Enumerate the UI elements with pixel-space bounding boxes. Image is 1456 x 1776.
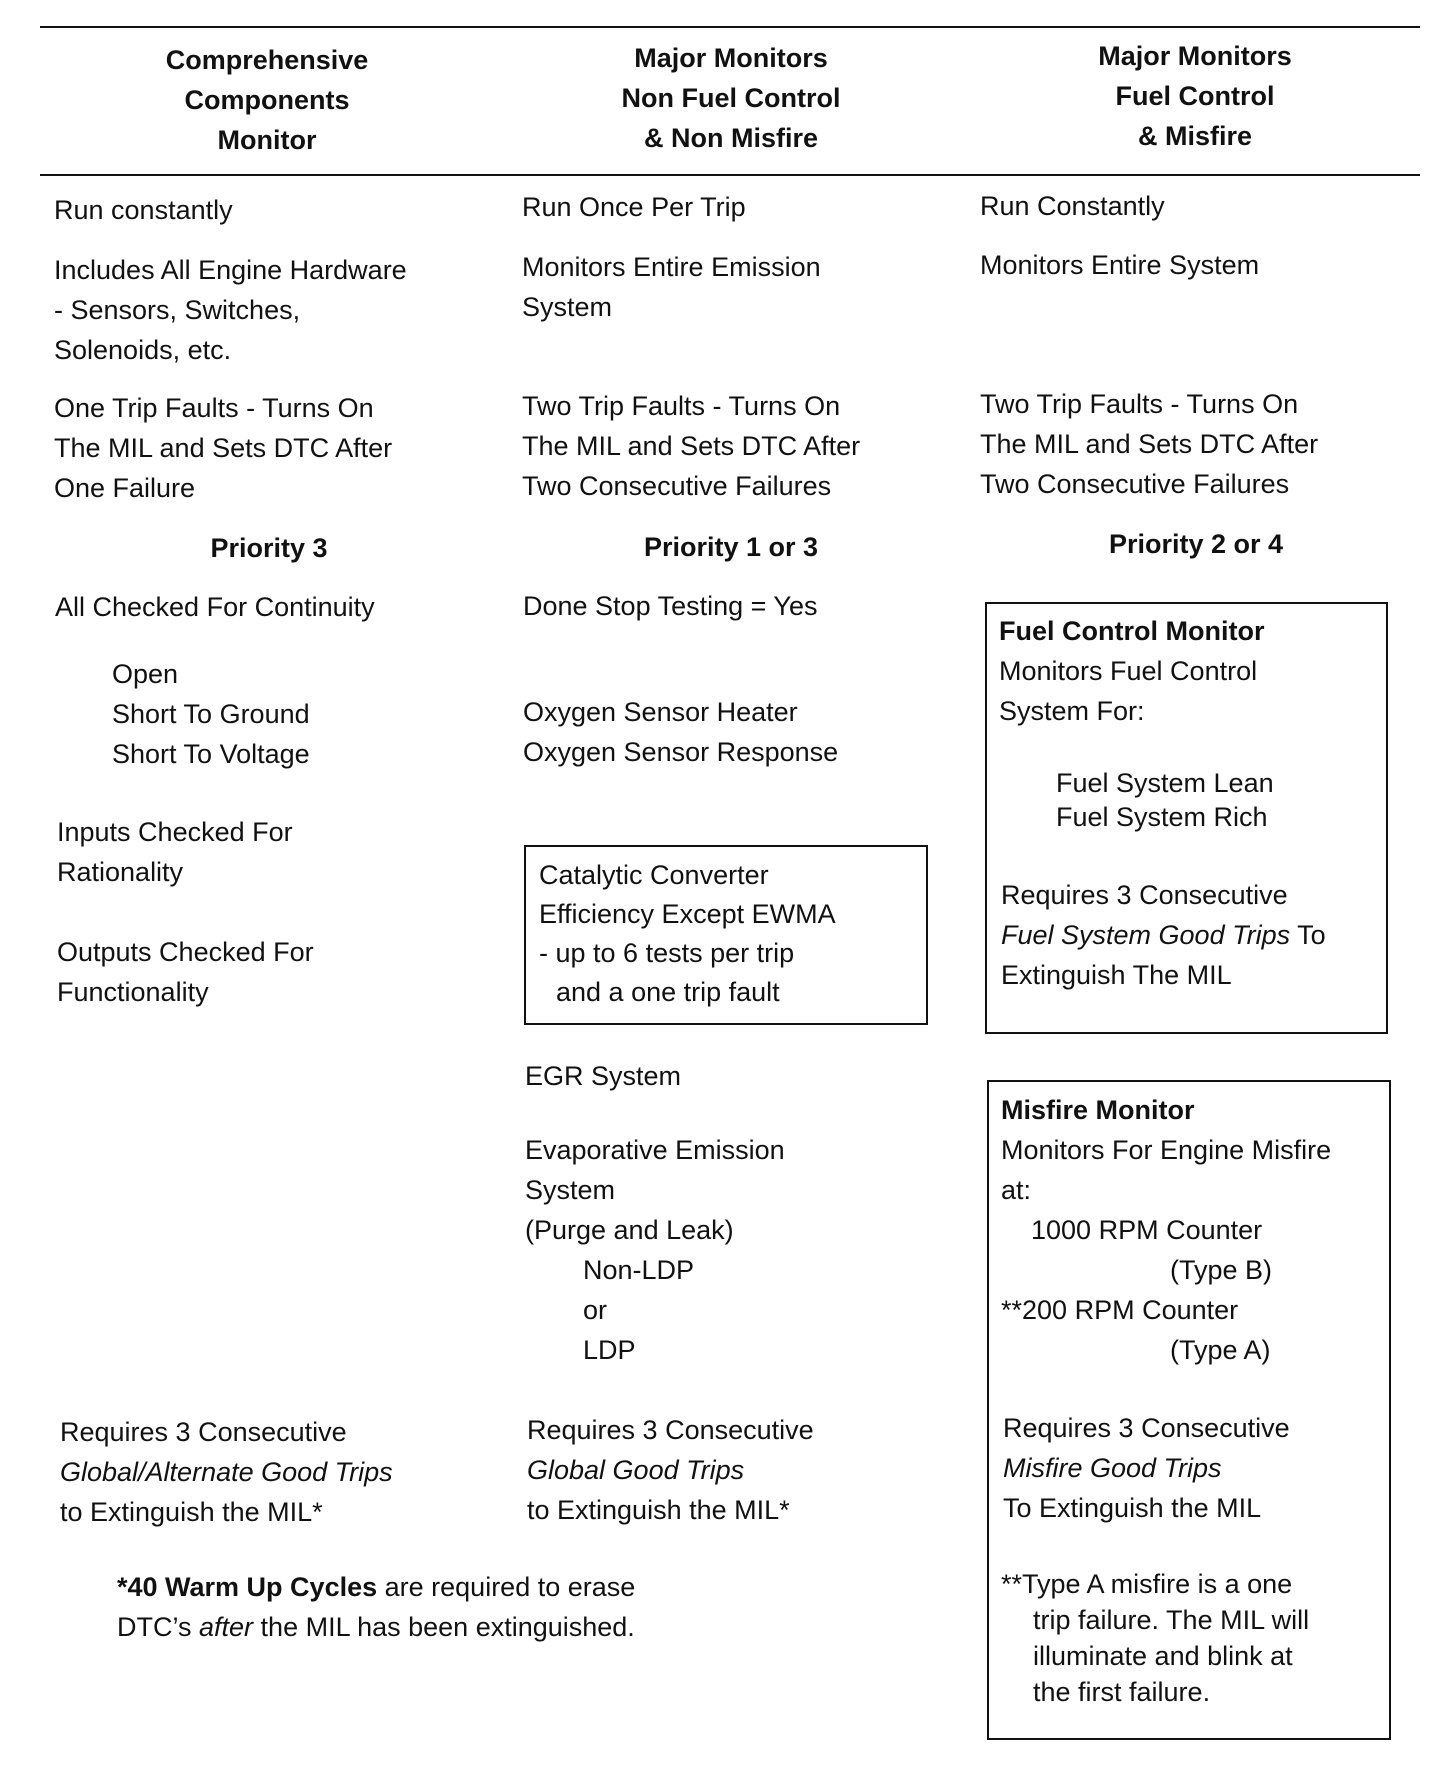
col2-requires-2: Global Good Trips	[527, 1455, 745, 1485]
col2-oxygen-2: Oxygen Sensor Response	[523, 737, 839, 767]
fuel-control-monitor-box	[985, 602, 1388, 1034]
header-line: Components	[184, 85, 350, 115]
header-line: & Non Misfire	[643, 123, 818, 153]
catalytic-converter-box	[524, 845, 928, 1025]
footnote-line1-rest: are required to erase	[377, 1572, 636, 1602]
col1-faults-3: One Failure	[54, 473, 196, 503]
col3-faults-3: Two Consecutive Failures	[980, 469, 1290, 499]
col1-continuity: All Checked For Continuity	[55, 592, 375, 622]
col2-evap-3: (Purge and Leak)	[525, 1215, 734, 1245]
header-line: & Misfire	[1137, 121, 1253, 151]
header-line: Major Monitors	[1098, 41, 1292, 71]
col1-faults-1: One Trip Faults - Turns On	[54, 393, 374, 423]
col1-includes-2: - Sensors, Switches,	[54, 295, 301, 325]
col2-requires-3: to Extinguish the MIL*	[527, 1495, 790, 1525]
fuel-box-requires-3: Extinguish The MIL	[1001, 960, 1232, 990]
misfire-box-requires-1: Requires 3 Consecutive	[1003, 1413, 1290, 1443]
col2-faults-2: The MIL and Sets DTC After	[522, 431, 861, 461]
col1-check-voltage: Short To Voltage	[112, 739, 310, 769]
col1-requires-2: Global/Alternate Good Trips	[60, 1457, 393, 1487]
col2-egr: EGR System	[525, 1061, 682, 1091]
misfire-box-type-a: (Type A)	[1170, 1335, 1271, 1365]
misfire-box-note-3: illuminate and blink at	[1033, 1641, 1293, 1671]
col2-monitors-2: System	[522, 292, 613, 322]
col3-monitors: Monitors Entire System	[980, 250, 1260, 280]
col2-priority: Priority 1 or 3	[643, 532, 819, 562]
header-non-fuel	[521, 38, 941, 158]
header-line: Major Monitors	[634, 43, 828, 73]
footnote-bold: *40 Warm Up Cycles	[117, 1572, 378, 1602]
catalytic-line-2: Efficiency Except EWMA	[539, 899, 836, 929]
col1-faults-2: The MIL and Sets DTC After	[54, 433, 393, 463]
header-rule	[40, 174, 1420, 176]
header-line: Fuel Control	[1115, 81, 1275, 111]
col1-run: Run constantly	[54, 195, 233, 225]
misfire-box-requires-2: Misfire Good Trips	[1003, 1453, 1222, 1483]
footnote-italic: after	[199, 1612, 254, 1642]
header-line: Comprehensive	[165, 45, 369, 75]
catalytic-line-4: and a one trip fault	[556, 977, 780, 1007]
col2-evap-or: or	[583, 1295, 608, 1325]
col2-faults-3: Two Consecutive Failures	[522, 471, 832, 501]
col3-run: Run Constantly	[980, 191, 1165, 221]
col3-faults-2: The MIL and Sets DTC After	[980, 429, 1319, 459]
col3-faults-1: Two Trip Faults - Turns On	[980, 389, 1299, 419]
col1-inputs-2: Rationality	[57, 857, 184, 887]
col1-inputs-1: Inputs Checked For	[57, 817, 293, 847]
col1-requires-1: Requires 3 Consecutive	[60, 1417, 347, 1447]
col1-outputs-2: Functionality	[57, 977, 209, 1007]
footnote-line-2	[117, 1607, 635, 1647]
col2-monitors-1: Monitors Entire Emission	[522, 252, 821, 282]
fuel-box-title: Fuel Control Monitor	[999, 616, 1265, 646]
col1-priority: Priority 3	[210, 533, 328, 563]
misfire-box-counter-2: **200 RPM Counter	[1001, 1295, 1239, 1325]
col1-requires-3: to Extinguish the MIL*	[60, 1497, 323, 1527]
misfire-monitor-box	[987, 1080, 1391, 1740]
header-fuel-misfire	[985, 36, 1405, 156]
col2-evap-1: Evaporative Emission	[525, 1135, 785, 1165]
header-line: Non Fuel Control	[621, 83, 841, 113]
col1-outputs-1: Outputs Checked For	[57, 937, 314, 967]
col2-evap-non-ldp: Non-LDP	[583, 1255, 695, 1285]
misfire-box-desc-1: Monitors For Engine Misfire	[1001, 1135, 1332, 1165]
fuel-box-requires-to: To	[1290, 920, 1326, 950]
fuel-box-rich: Fuel System Rich	[1056, 802, 1268, 832]
fuel-box-lean: Fuel System Lean	[1056, 768, 1274, 798]
header-line: Monitor	[217, 125, 317, 155]
misfire-box-note-1: **Type A misfire is a one	[1001, 1569, 1293, 1599]
misfire-box-desc-2: at:	[1001, 1175, 1032, 1205]
footnote-line2-pre: DTC’s	[117, 1612, 200, 1642]
fuel-box-requires-2	[1001, 915, 1326, 955]
header-comprehensive	[57, 40, 477, 160]
col1-check-open: Open	[112, 659, 179, 689]
misfire-box-title: Misfire Monitor	[1001, 1095, 1195, 1125]
misfire-box-counter-1: 1000 RPM Counter	[1031, 1215, 1263, 1245]
col2-faults-1: Two Trip Faults - Turns On	[522, 391, 841, 421]
fuel-box-requires-italic: Fuel System Good Trips	[1001, 920, 1291, 950]
catalytic-line-3: - up to 6 tests per trip	[539, 938, 795, 968]
fuel-box-requires-1: Requires 3 Consecutive	[1001, 880, 1288, 910]
col2-run: Run Once Per Trip	[522, 192, 746, 222]
misfire-box-type-b: (Type B)	[1170, 1255, 1273, 1285]
col1-includes-1: Includes All Engine Hardware	[54, 255, 407, 285]
fuel-box-desc-1: Monitors Fuel Control	[999, 656, 1258, 686]
col2-requires-1: Requires 3 Consecutive	[527, 1415, 814, 1445]
col2-done: Done Stop Testing = Yes	[523, 591, 818, 621]
footnote-line-1	[117, 1567, 635, 1607]
col2-evap-ldp: LDP	[583, 1335, 636, 1365]
misfire-box-requires-3: To Extinguish the MIL	[1003, 1493, 1262, 1523]
col2-evap-2: System	[525, 1175, 616, 1205]
catalytic-line-1: Catalytic Converter	[539, 860, 769, 890]
col1-includes-3: Solenoids, etc.	[54, 335, 232, 365]
col3-priority: Priority 2 or 4	[1108, 529, 1284, 559]
misfire-box-note-2: trip failure. The MIL will	[1033, 1605, 1310, 1635]
col1-check-ground: Short To Ground	[112, 699, 310, 729]
misfire-box-note-4: the first failure.	[1033, 1677, 1211, 1707]
top-rule	[40, 26, 1420, 28]
col2-oxygen-1: Oxygen Sensor Heater	[523, 697, 798, 727]
footnote-line2-rest: the MIL has been extinguished.	[253, 1612, 635, 1642]
fuel-box-desc-2: System For:	[999, 696, 1145, 726]
